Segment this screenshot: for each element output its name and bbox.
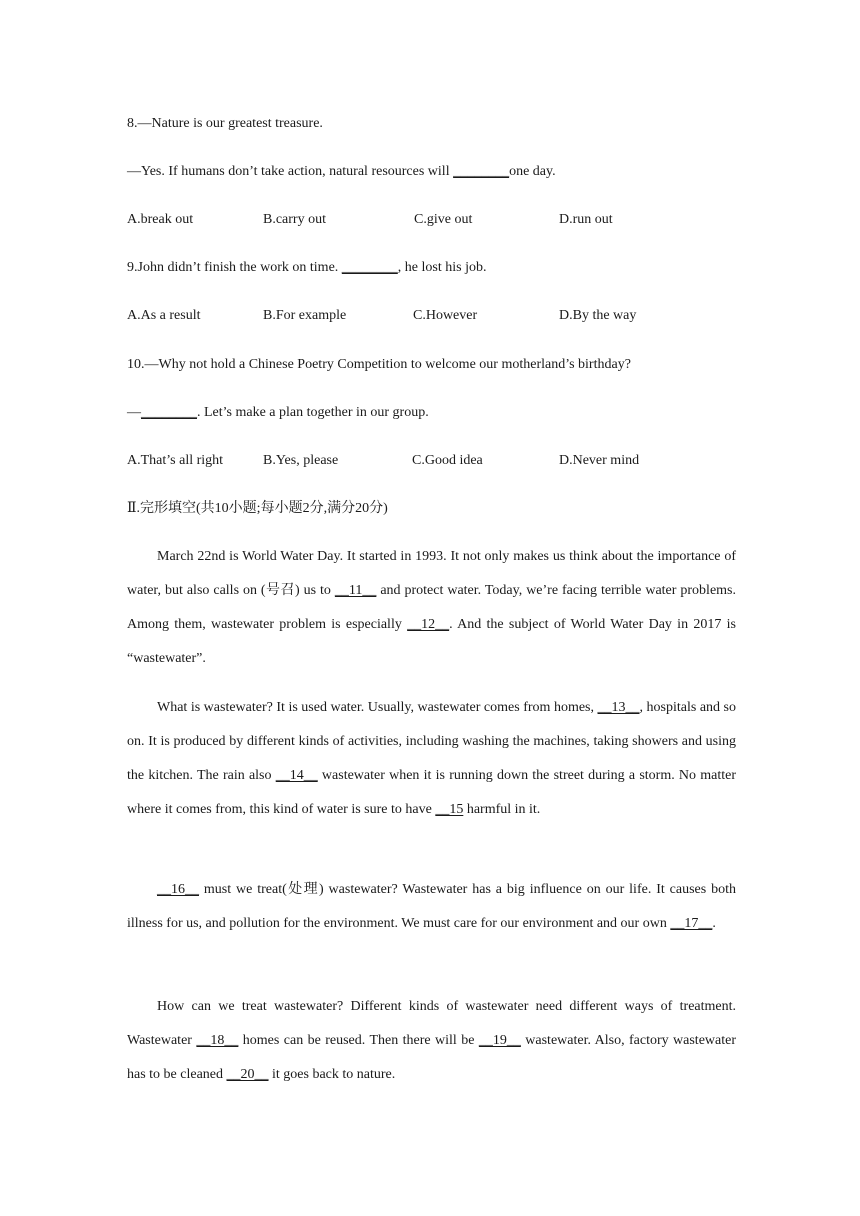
reply-text: . Let’s make a plan together in our group. bbox=[197, 405, 429, 420]
passage-text: and protect water. Today, we’re facing terrible water problems. Among them, wastewater problem is especially bbox=[127, 583, 736, 632]
passage-text: homes can be reused. Then there will be bbox=[238, 1033, 479, 1048]
cloze-blank-13: __13__ bbox=[597, 700, 640, 715]
stem-text: , he lost his job. bbox=[397, 260, 487, 275]
question-9-option-d: D.By the way bbox=[559, 308, 637, 323]
question-8-stem: 8.—Nature is our greatest treasure. bbox=[127, 116, 323, 131]
answer-blank: ________ bbox=[341, 260, 398, 275]
passage-paragraph-3 bbox=[127, 873, 736, 941]
passage-text: must we treat(处理) wastewater? Wastewater has a big influence on our life. It causes both illness for us, and pollution for the environment. We must care for our environment and our own bbox=[127, 882, 736, 931]
passage-text: wastewater when it is running down the street during a storm. No matter where it comes from, this kind of water is sure to have bbox=[127, 768, 737, 817]
question-8-option-a: A.break out bbox=[127, 212, 194, 227]
question-8-reply bbox=[127, 163, 556, 181]
cloze-blank-16: __16__ bbox=[157, 882, 199, 897]
passage-paragraph-1 bbox=[127, 540, 736, 676]
cloze-blank-19: __19__ bbox=[478, 1033, 521, 1048]
cloze-blank-12: __12__ bbox=[407, 617, 450, 632]
cloze-blank-11: __11__ bbox=[334, 583, 377, 598]
passage-text: it goes back to nature. bbox=[268, 1067, 396, 1082]
reply-text: — bbox=[127, 405, 141, 420]
answer-blank: ________ bbox=[453, 164, 510, 179]
reply-text: —Yes. If humans don’t take action, natural resources will bbox=[127, 164, 454, 179]
cloze-blank-17: __17__ bbox=[670, 916, 713, 931]
passage-text: How can we treat wastewater? Different kinds of wastewater need different ways of treatment. Wastewater bbox=[127, 999, 736, 1048]
cloze-blank-20: __20__ bbox=[226, 1067, 269, 1082]
passage-text: What is wastewater? It is used water. Usually, wastewater comes from homes, bbox=[157, 700, 598, 715]
passage-paragraph-2 bbox=[127, 691, 736, 827]
passage-paragraph-4 bbox=[127, 990, 736, 1092]
passage-text: March 22nd is World Water Day. It started in 1993. It not only makes us think about the importance of water, but also calls on (号召) us to bbox=[127, 549, 736, 598]
stem-text: 9.John didn’t finish the work on time. bbox=[127, 260, 342, 275]
passage-text: . And the subject of World Water Day in 2017 is “wastewater”. bbox=[127, 617, 736, 666]
question-10-option-d: D.Never mind bbox=[559, 453, 640, 468]
section-heading: Ⅱ.完形填空(共10小题;每小题2分,满分20分) bbox=[127, 501, 388, 516]
passage-text: , hospitals and so on. It is produced by different kinds of activities, including washing the machines, taking showers and using the kitchen. The rain also bbox=[127, 700, 736, 783]
passage-text: harmful in it. bbox=[463, 802, 541, 817]
passage-text: wastewater. Also, factory wastewater has to be cleaned bbox=[127, 1033, 737, 1082]
cloze-blank-14: __14__ bbox=[275, 768, 318, 783]
question-10-option-a: A.That’s all right bbox=[127, 453, 224, 468]
question-10-stem: 10.—Why not hold a Chinese Poetry Competition to welcome our motherland’s birthday? bbox=[127, 357, 631, 372]
cloze-blank-15: __15 bbox=[435, 802, 464, 817]
answer-blank: ________ bbox=[141, 405, 197, 420]
question-8-option-d: D.run out bbox=[559, 212, 613, 227]
reply-text: one day. bbox=[509, 164, 556, 179]
question-10-reply bbox=[127, 404, 429, 422]
question-9-option-b: B.For example bbox=[263, 308, 347, 323]
question-8-option-c: C.give out bbox=[414, 212, 473, 227]
question-9-option-a: A.As a result bbox=[127, 308, 201, 323]
question-10-option-b: B.Yes, please bbox=[263, 453, 339, 468]
question-9-stem bbox=[127, 259, 486, 277]
question-10-option-c: C.Good idea bbox=[412, 453, 483, 468]
cloze-blank-18: __18__ bbox=[196, 1033, 239, 1048]
passage-text: . bbox=[712, 916, 716, 931]
question-8-option-b: B.carry out bbox=[263, 212, 326, 227]
question-9-option-c: C.However bbox=[413, 308, 478, 323]
